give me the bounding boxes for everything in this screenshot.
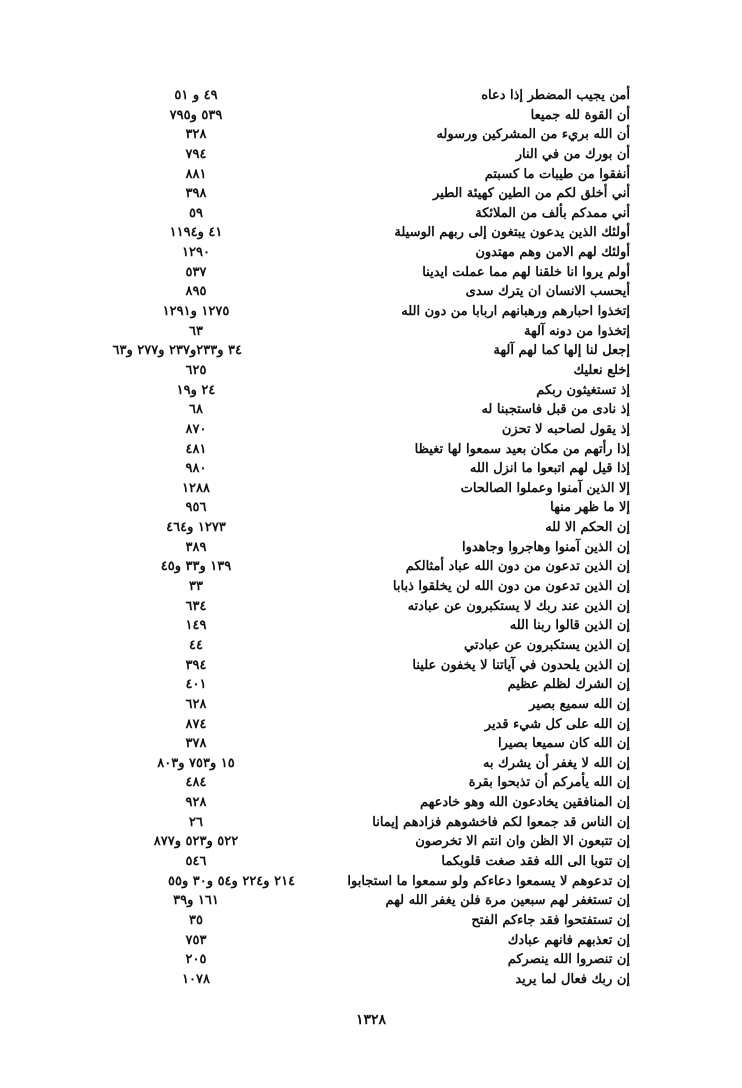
index-entry [150, 361, 630, 381]
index-entry [150, 616, 630, 636]
entry-phrase: إن تستغفر لهم سبعين مرة فلن يغفر الله لهم [385, 893, 630, 909]
entry-pages: ٣٥ [189, 912, 203, 928]
index-entry [150, 479, 630, 499]
entry-pages: ٤١ و١١٩٤ [169, 225, 223, 241]
entry-phrase: إلا ما ظهر منها [550, 500, 630, 516]
entry-pages: ٨٧٠ [185, 421, 207, 437]
entry-phrase: إذ نادى من قبل فاستجبنا له [481, 402, 630, 418]
entry-phrase: إذ تستغيثون ربكم [536, 382, 630, 398]
index-entry [150, 773, 630, 793]
entry-pages: ٧٥٣ [185, 932, 207, 948]
entry-pages: ٩٨٠ [185, 461, 207, 477]
entry-phrase: أني ممدكم بألف من الملائكة [475, 205, 630, 221]
index-entry [150, 400, 630, 420]
entry-pages: ١٢٨٨ [182, 480, 210, 496]
index-entry [112, 341, 630, 361]
index-entry [150, 86, 630, 106]
index-entry [150, 970, 630, 990]
entry-phrase: أن بورك من في النار [515, 146, 630, 162]
entry-phrase: إن الذين يستكبرون عن عبادتي [464, 637, 630, 653]
index-entry [150, 675, 630, 695]
entry-pages: ١٢٧٣ و٤٦٤ [166, 520, 226, 536]
index-entry [150, 695, 630, 715]
index-entry [150, 557, 630, 577]
index-entry [150, 322, 630, 342]
entry-pages: ١٢٩٠ [182, 245, 210, 261]
index-entry [150, 184, 630, 204]
entry-pages: ٢٦ [189, 814, 203, 830]
entry-phrase: إن الله سميع بصير [529, 696, 630, 712]
entry-pages: ٨٧٤ [185, 716, 207, 732]
entry-pages: ٨٨١ [185, 166, 207, 182]
index-entry [150, 204, 630, 224]
index-entry [150, 302, 630, 322]
entry-phrase: أولئك الذين يدعون يبتغون إلى ربهم الوسيلة [394, 225, 630, 241]
entry-phrase: إذا قيل لهم اتبعوا ما انزل الله [469, 461, 630, 477]
index-entry [150, 734, 630, 754]
entry-phrase: أنفقوا من طيبات ما كسبتم [484, 166, 630, 182]
index-entry [150, 440, 630, 460]
index-entry [150, 106, 630, 126]
index-entry [150, 636, 630, 656]
entry-phrase: إن تتبعون الا الظن وان انتم الا تخرصون [415, 834, 630, 850]
entry-pages: ٣٩٤ [185, 657, 207, 673]
entry-pages: ٢١٤ و٢٢٤ و٥٤ و٣٠ و٥٥ [168, 873, 296, 889]
entry-phrase: إن الذين آمنوا وهاجروا وجاهدوا [461, 539, 630, 555]
entry-phrase: إن الله كان سميعا بصيرا [498, 736, 630, 752]
entry-pages: ٤٨١ [185, 441, 207, 457]
entry-phrase: إن الله يأمركم أن تذبحوا بقرة [468, 775, 630, 791]
entry-phrase: إن الذين تدعون من دون الله عباد أمثالكم [405, 559, 630, 575]
entry-pages: ١٥ و٧٥٣ و٨٠٣ [157, 755, 235, 771]
entry-phrase: إن تنصروا الله ينصركم [507, 952, 630, 968]
entry-pages: ٣٩٨ [185, 186, 207, 202]
entry-pages: ٥٣٩ و٧٩٥ [169, 107, 223, 123]
index-entry [150, 459, 630, 479]
index-list [112, 86, 630, 989]
entry-pages: ٣٨٩ [185, 539, 207, 555]
index-entry [150, 282, 630, 302]
entry-phrase: إجعل لنا إلها كما لهم آلهة [493, 343, 630, 359]
entry-pages: ٤٩ و ٥١ [174, 88, 218, 103]
entry-phrase: إن ربك فعال لما يريد [515, 971, 630, 987]
entry-pages: ٤٤ [189, 637, 203, 653]
index-entry [150, 381, 630, 401]
entry-phrase: إلا الذين آمنوا وعملوا الصالحات [460, 480, 630, 496]
entry-pages: ٣٧٨ [185, 736, 207, 752]
index-entry [150, 597, 630, 617]
index-entry [150, 577, 630, 597]
index-entry [150, 950, 630, 970]
index-entry [150, 538, 630, 558]
entry-pages: ٤٠١ [185, 677, 207, 693]
entry-pages: ١٦١ و٣٩ [173, 893, 219, 909]
entry-pages: ٥٤٦ [185, 853, 207, 869]
entry-pages: ٦٢٨ [185, 696, 207, 712]
index-entry [150, 891, 630, 911]
entry-pages: ٥٢٢ و٥٢٣ و٨٧٧ [153, 834, 239, 850]
entry-phrase: إن تعذبهم فانهم عبادك [507, 932, 630, 948]
index-entry [150, 656, 630, 676]
entry-phrase: أن القوة لله جميعا [530, 107, 630, 123]
index-entry [150, 498, 630, 518]
entry-phrase: إن الناس قد جمعوا لكم فاخشوهم فزادهم إيمانا [372, 814, 630, 830]
entry-phrase: إن الذين عند ربك لا يستكبرون عن عبادته [407, 598, 630, 614]
entry-pages: ٥٣٧ [185, 264, 207, 280]
entry-phrase: إن تدعوهم لا يسمعوا دعاءكم ولو سمعوا ما استجابوا [347, 873, 630, 889]
index-entry [150, 263, 630, 283]
entry-phrase: إذ يقول لصاحبه لا تحزن [501, 421, 630, 437]
entry-phrase: إن الحكم الا لله [545, 520, 630, 536]
entry-phrase: إن المنافقين يخادعون الله وهو خادعهم [419, 795, 630, 811]
entry-pages: ٦٢٥ [185, 362, 207, 378]
entry-phrase: أولم يروا انا خلقنا لهم مما عملت ايدينا [422, 264, 630, 280]
entry-phrase: أيحسب الانسان ان يترك سدى [465, 284, 630, 300]
entry-phrase: إن تستفتحوا فقد جاءكم الفتح [471, 912, 630, 928]
entry-pages: ٦٣ [189, 323, 203, 339]
index-entry [150, 872, 630, 892]
entry-pages: ٨٩٥ [185, 284, 207, 300]
index-entry [150, 518, 630, 538]
entry-pages: ٩٥٦ [185, 500, 207, 516]
entry-phrase: إن الله لا يغفر أن يشرك به [482, 755, 630, 771]
entry-pages: ٢٠٥ [185, 952, 207, 968]
index-entry [150, 125, 630, 145]
entry-pages: ٩٢٨ [185, 795, 207, 811]
index-entry [150, 243, 630, 263]
entry-phrase: إتخذوا من دونه آلهة [524, 323, 630, 339]
entry-phrase: إتخذوا احبارهم ورهبانهم اربابا من دون الله [401, 304, 630, 320]
entry-phrase: أمن يجيب المضطر إذا دعاه [481, 88, 630, 103]
entry-pages: ٣٤ و٢٣٣و٢٣٧ و٢٧٧ و٦٣ [112, 343, 242, 359]
index-entry [150, 793, 630, 813]
entry-phrase: إن تتوبا الى الله فقد صغت قلوبكما [441, 853, 630, 869]
entry-phrase: إن الذين يلحدون في آياتنا لا يخفون علينا [412, 657, 630, 673]
index-entry [150, 754, 630, 774]
entry-phrase: إن الذين قالوا ربنا الله [509, 618, 630, 634]
index-entry [150, 715, 630, 735]
entry-phrase: إخلع نعليك [573, 362, 630, 378]
index-entry [150, 931, 630, 951]
entry-pages: ٦٨ [189, 402, 203, 418]
entry-phrase: إذا رأتهم من مكان بعيد سمعوا لها تغيظا [414, 441, 630, 457]
entry-pages: ٦٣٤ [185, 598, 207, 614]
index-entry [150, 852, 630, 872]
index-entry [150, 420, 630, 440]
entry-phrase: إن الذين تدعون من دون الله لن يخلقوا ذبابا [392, 579, 630, 595]
entry-pages: ١٤٩ [185, 618, 207, 634]
index-entry [150, 223, 630, 243]
entry-pages: ٣٢٨ [185, 127, 207, 143]
entry-phrase: أولئك لهم الامن وهم مهتدون [475, 245, 630, 261]
index-entry [150, 813, 630, 833]
page-number: ١٣٢٨ [355, 1012, 387, 1028]
entry-pages: ٥٩ [189, 205, 203, 221]
entry-phrase: أن الله بريء من المشركين ورسوله [436, 127, 630, 143]
index-entry [150, 911, 630, 931]
index-entry [150, 832, 630, 852]
entry-phrase: أني أخلق لكم من الطين كهيئة الطير [432, 186, 630, 202]
entry-pages: ١٠٧٨ [182, 971, 210, 987]
entry-pages: ٢٤ و١٩ [176, 382, 216, 398]
entry-pages: ٧٩٤ [185, 146, 207, 162]
index-entry [150, 145, 630, 165]
entry-pages: ٣٣ [189, 579, 203, 595]
entry-phrase: إن الله على كل شيء قدير [484, 716, 630, 732]
entry-pages: ٤٨٤ [185, 775, 207, 791]
entry-phrase: إن الشرك لظلم عظيم [507, 677, 630, 693]
entry-pages: ١٣٩ و٣٣ و٤٥ [160, 559, 232, 575]
entry-pages: ١٢٧٥ و١٢٩١ [162, 304, 230, 320]
index-entry [150, 165, 630, 185]
